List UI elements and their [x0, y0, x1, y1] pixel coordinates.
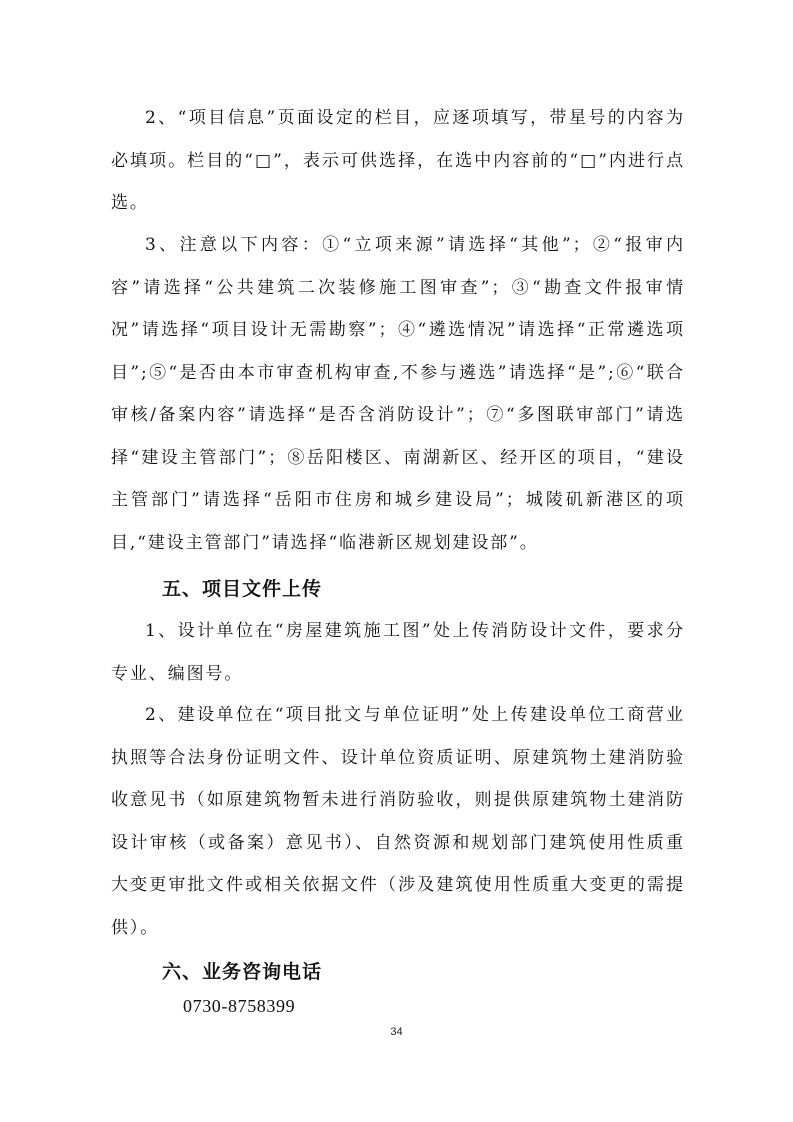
paragraph-design-upload: 1、设计单位在“房屋建筑施工图”处上传消防设计文件，要求分专业、编图号。 [111, 621, 685, 684]
paragraph-project-info-fields: 2、“项目信息”页面设定的栏目，应逐项填写，带星号的内容为必填项。栏目的“□”，表示可供选择，在选中内容前的“□”内进行点选。 [111, 108, 685, 213]
section-heading-file-upload: 五、项目文件上传 [162, 578, 323, 600]
section-heading-consult-phone: 六、业务咨询电话 [162, 961, 323, 983]
consult-phone-number: 0730-8758399 [183, 996, 296, 1016]
paragraph-selection-notes: 3、注意以下内容：①“立项来源”请选择“其他”；②“报审内容”请选择“公共建筑二次装修施工图审查”；③“勘查文件报审情况”请选择“项目设计无需勘察”；④“遴选情况”请选择“正常遴选项目”;⑤“是否由本市审查机构审查,不参与遴选”请选择“是”;⑥“联合审核/备案内容”请选择“是否含消防设计”；⑦“多图联审部门”请选择“建设主管部门”；⑧岳阳楼区、南湖新区、经开区的项目，“建设主管部门”请选择“岳阳市住房和城乡建设局”；城陵矶新港区的项目,“建设主管部门”请选择“临港新区规划建设部”。 [111, 235, 685, 553]
page-number: 34 [390, 1026, 403, 1038]
paragraph-construction-upload: 2、建设单位在“项目批文与单位证明”处上传建设单位工商营业执照等合法身份证明文件、设计单位资质证明、原建筑物土建消防验收意见书（如原建筑物暂未进行消防验收，则提供原建筑物土建消防设计审核（或备案）意见书）、自然资源和规划部门建筑使用性质重大变更审批文件或相关依据文件（涉及建筑使用性质重大变更的需提供）。 [111, 705, 685, 938]
